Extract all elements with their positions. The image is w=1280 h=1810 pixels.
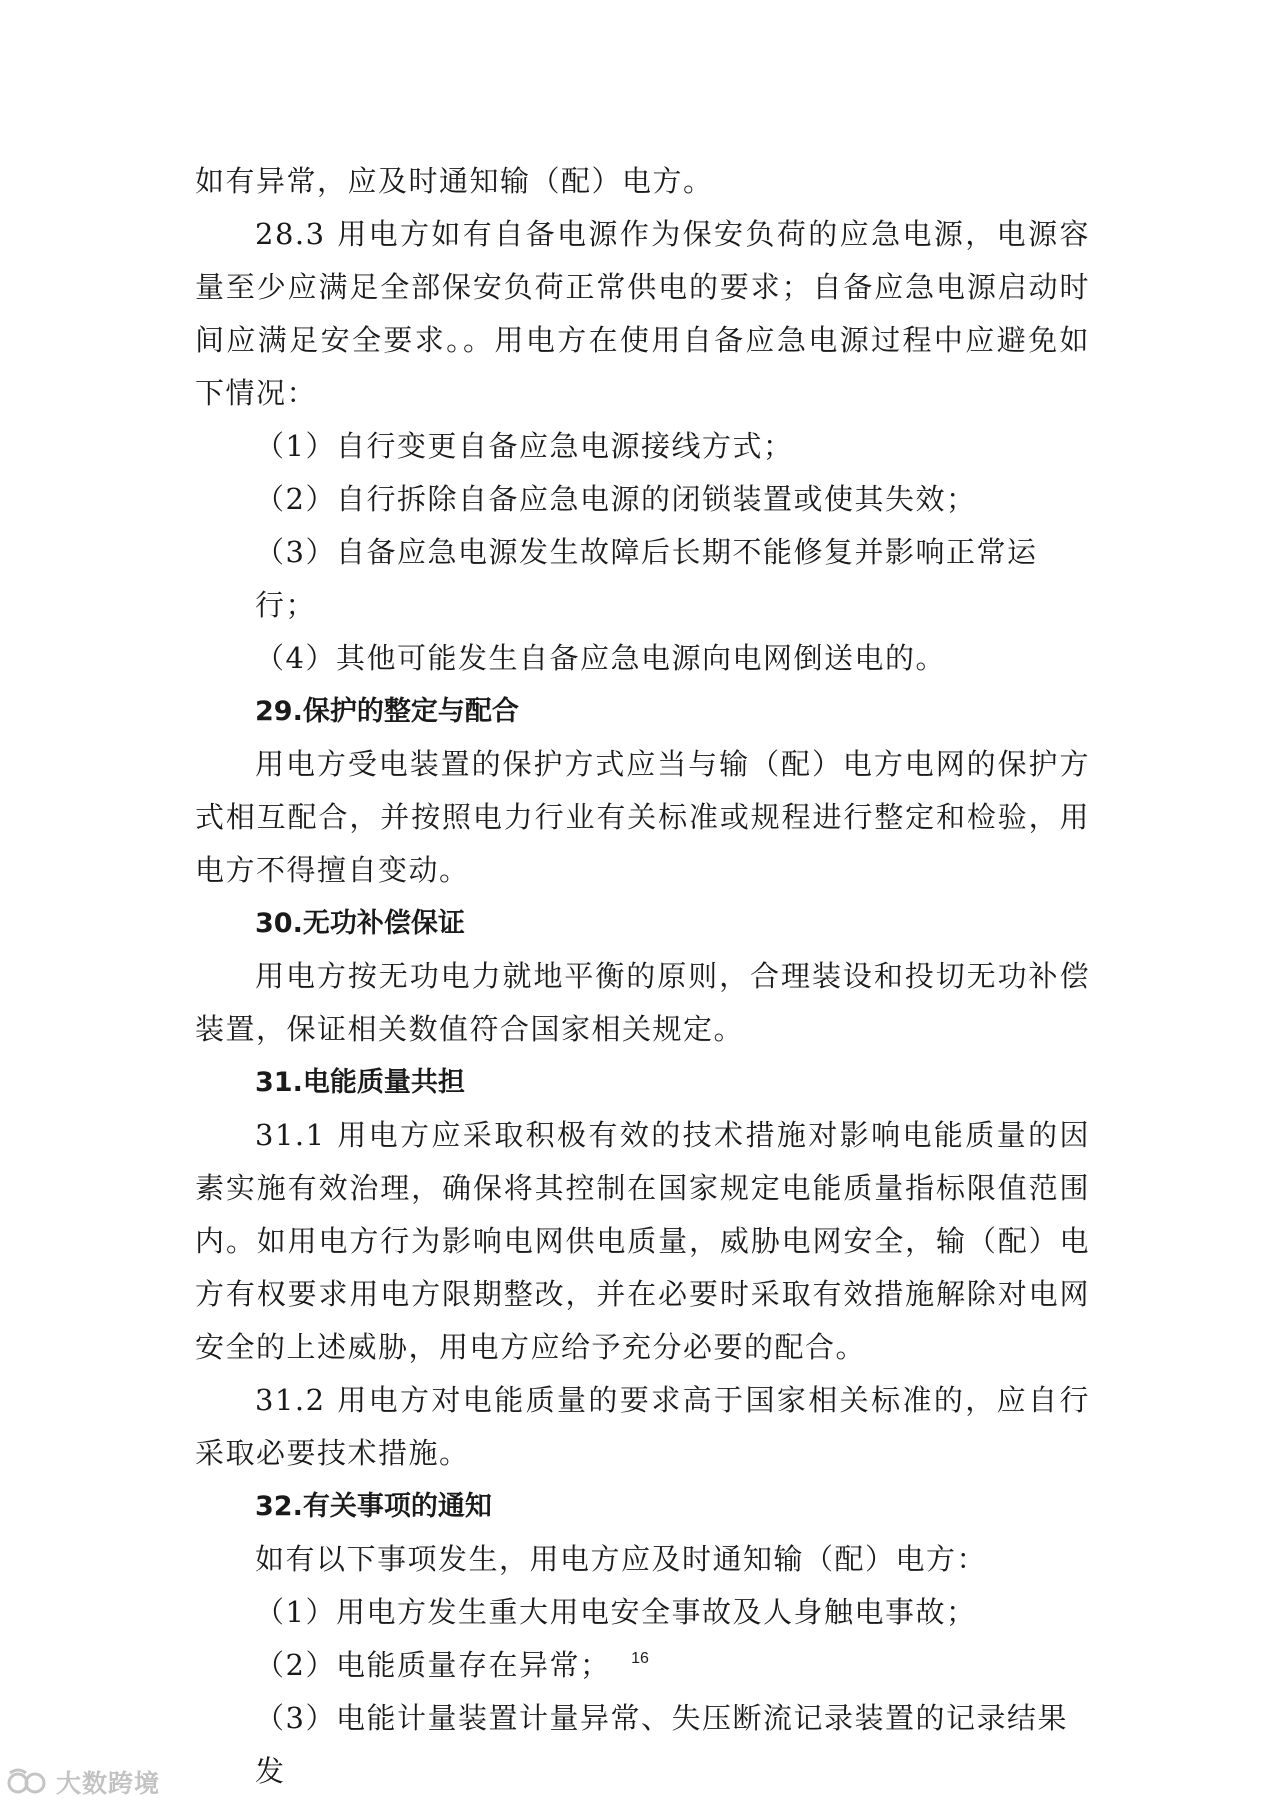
paragraph-31-2: 31.2 用电方对电能质量的要求高于国家相关标准的，应自行采取必要技术措施。: [195, 1383, 1090, 1470]
list-item: （1）用电方发生重大用电安全事故及人身触电事故；: [255, 1595, 977, 1629]
section-heading-31: 31.电能质量共担: [255, 1067, 465, 1098]
page-number: 16: [631, 1650, 649, 1667]
watermark-text: 大数跨境: [56, 1769, 161, 1798]
paragraph-30: 用电方按无功电力就地平衡的原则，合理装设和投切无功补偿装置，保证相关数值符合国家相关规定。: [195, 959, 1090, 1046]
paragraph-continuation: 如有异常，应及时通知输（配）电方。: [195, 164, 714, 198]
paragraph-28-3: 28.3 用电方如有自备电源作为保安负荷的应急电源，电源容量至少应满足全部保安负荷正常供电的要求；自备应急电源启动时间应满足安全要求。。用电方在使用自备应急电源过程中应避免如下情况：: [195, 217, 1090, 410]
section-heading-32: 32.有关事项的通知: [255, 1491, 492, 1522]
paragraph-32-intro: 如有以下事项发生，用电方应及时通知输（配）电方：: [255, 1542, 988, 1576]
paragraph-29: 用电方受电装置的保护方式应当与输（配）电方电网的保护方式相互配合，并按照电力行业有关标准或规程进行整定和检验，用电方不得擅自变动。: [195, 747, 1090, 887]
list-item: （4）其他可能发生自备应急电源向电网倒送电的。: [255, 641, 946, 675]
list-item: （2）电能质量存在异常；: [255, 1648, 611, 1682]
watermark-logo-icon: [6, 1765, 50, 1799]
paragraph-31-1: 31.1 用电方应采取积极有效的技术措施对影响电能质量的因素实施有效治理，确保将其控制在国家规定电能质量指标限值范围内。如用电方行为影响电网供电质量，威胁电网安全，输（配）电方有权要求用电方限期整改，并在必要时采取有效措施解除对电网安全的上述威胁，用电方应给予充分必要的配合。: [195, 1118, 1090, 1364]
list-item: （3）自备应急电源发生故障后长期不能修复并影响正常运行；: [255, 535, 1038, 622]
section-heading-29: 29.保护的整定与配合: [255, 696, 519, 727]
document-body: [195, 155, 1090, 1798]
section-heading-30: 30.无功补偿保证: [255, 908, 465, 939]
list-item: （2）自行拆除自备应急电源的闭锁装置或使其失效；: [255, 482, 977, 516]
list-item: （3）电能计量装置计量异常、失压断流记录装置的记录结果发: [255, 1701, 1068, 1788]
list-item: （1）自行变更自备应急电源接线方式；: [255, 429, 794, 463]
watermark: [6, 1762, 160, 1802]
